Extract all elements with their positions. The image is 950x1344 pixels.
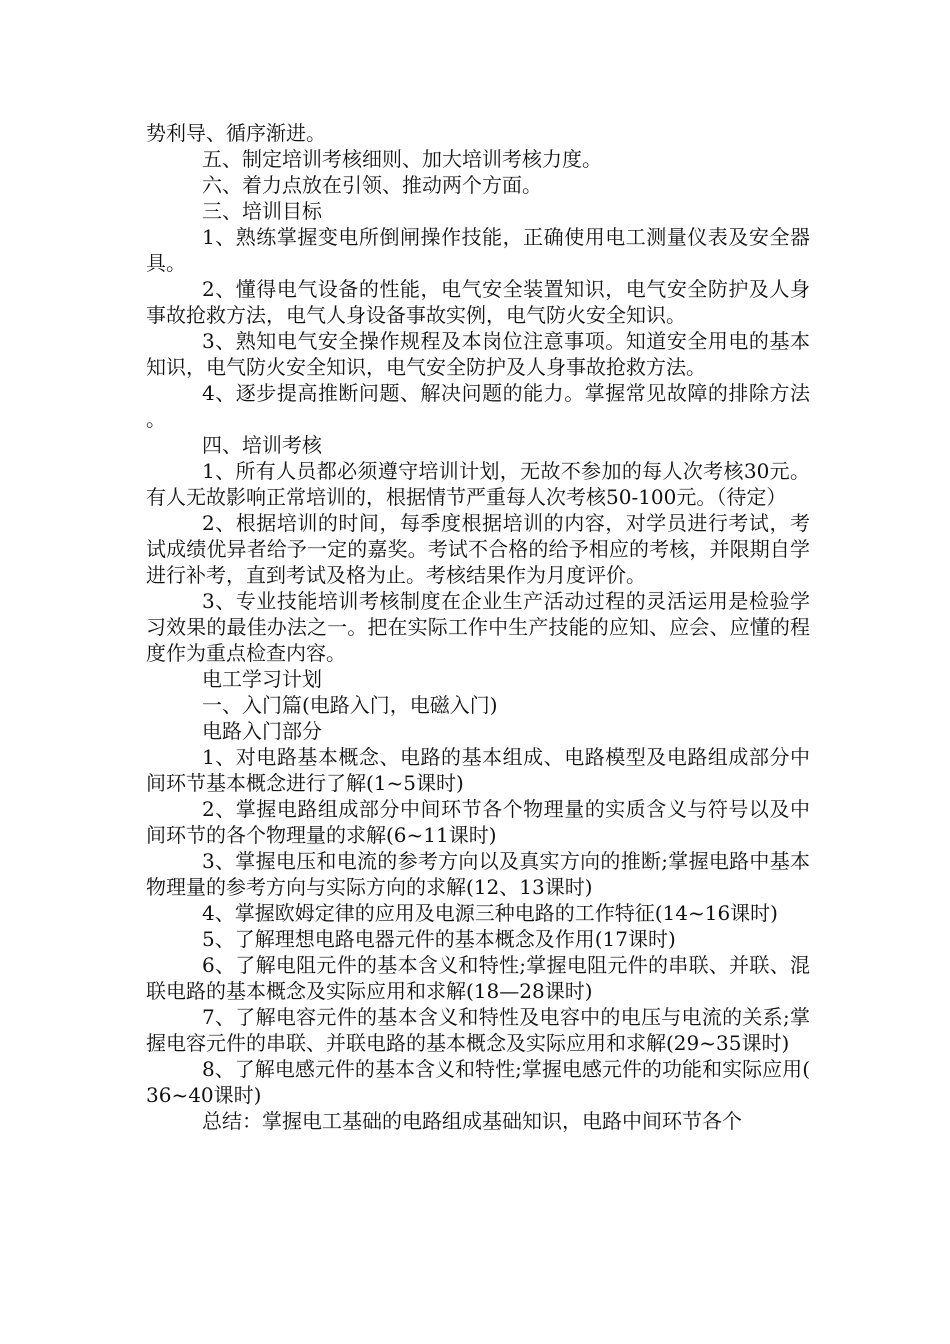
plan-item-5: 5、了解理想电路电器元件的基本概念及作用(17课时): [202, 927, 676, 951]
plan-item-4: 4、掌握欧姆定律的应用及电源三种电路的工作特征(14~16课时): [202, 901, 778, 925]
subsection-heading-intro: 一、入门篇(电路入门，电磁入门): [202, 693, 498, 717]
goal-item-3: 3、熟知电气安全操作规程及本岗位注意事项。知道安全用电的基本知识，电气防火安全知识，电气安全防护及人身事故抢救方法。: [146, 329, 810, 379]
document-body: [146, 120, 810, 1134]
assessment-item-3: 3、专业技能培训考核制度在企业生产活动过程的灵活运用是检验学习效果的最佳办法之一。把在实际工作中生产技能的应知、应会、应懂的程度作为重点检查内容。: [146, 589, 810, 665]
plan-item-6: 6、了解电阻元件的基本含义和特性;掌握电阻元件的串联、并联、混联电路的基本概念及实际应用和求解(18—28课时): [146, 953, 810, 1003]
summary-paragraph: 总结：掌握电工基础的电路组成基础知识，电路中间环节各个: [202, 1109, 742, 1133]
subsection-heading-circuit-intro: 电路入门部分: [202, 719, 322, 743]
section-heading-training-assessment: 四、培训考核: [202, 433, 322, 457]
section-heading-study-plan: 电工学习计划: [202, 667, 322, 691]
assessment-item-2: 2、根据培训的时间，每季度根据培训的内容，对学员进行考试，考试成绩优异者给予一定的嘉奖。考试不合格的给予相应的考核，并限期自学进行补考，直到考试及格为止。考核结果作为月度评价。: [146, 511, 810, 587]
paragraph-item-six: 六、着力点放在引领、推动两个方面。: [202, 173, 542, 197]
paragraph-item-five: 五、制定培训考核细则、加大培训考核力度。: [202, 147, 602, 171]
assessment-item-1: 1、所有人员都必须遵守培训计划，无故不参加的每人次考核30元。有人无故影响正常培训的，根据情节严重每人次考核50-100元。（待定）: [146, 459, 810, 509]
goal-item-1: 1、熟练掌握变电所倒闸操作技能，正确使用电工测量仪表及安全器具。: [146, 225, 810, 275]
paragraph-continuation: 势利导、循序渐进。: [146, 121, 326, 145]
plan-item-1: 1、对电路基本概念、电路的基本组成、电路模型及电路组成部分中间环节基本概念进行了解(1~5课时): [146, 745, 810, 795]
goal-item-4: 4、逐步提高推断问题、解决问题的能力。掌握常见故障的排除方法。: [146, 381, 810, 431]
plan-item-3: 3、掌握电压和电流的参考方向以及真实方向的推断;掌握电路中基本物理量的参考方向与实际方向的求解(12、13课时): [146, 849, 810, 899]
plan-item-2: 2、掌握电路组成部分中间环节各个物理量的实质含义与符号以及中间环节的各个物理量的求解(6~11课时): [146, 797, 810, 847]
plan-item-7: 7、了解电容元件的基本含义和特性及电容中的电压与电流的关系;掌握电容元件的串联、并联电路的基本概念及实际应用和求解(29~35课时): [146, 1005, 810, 1055]
goal-item-2: 2、懂得电气设备的性能，电气安全装置知识，电气安全防护及人身事故抢救方法，电气人身设备事故实例，电气防火安全知识。: [146, 277, 810, 327]
plan-item-8: 8、了解电感元件的基本含义和特性;掌握电感元件的功能和实际应用(36~40课时): [146, 1057, 810, 1107]
section-heading-training-goals: 三、培训目标: [202, 199, 322, 223]
